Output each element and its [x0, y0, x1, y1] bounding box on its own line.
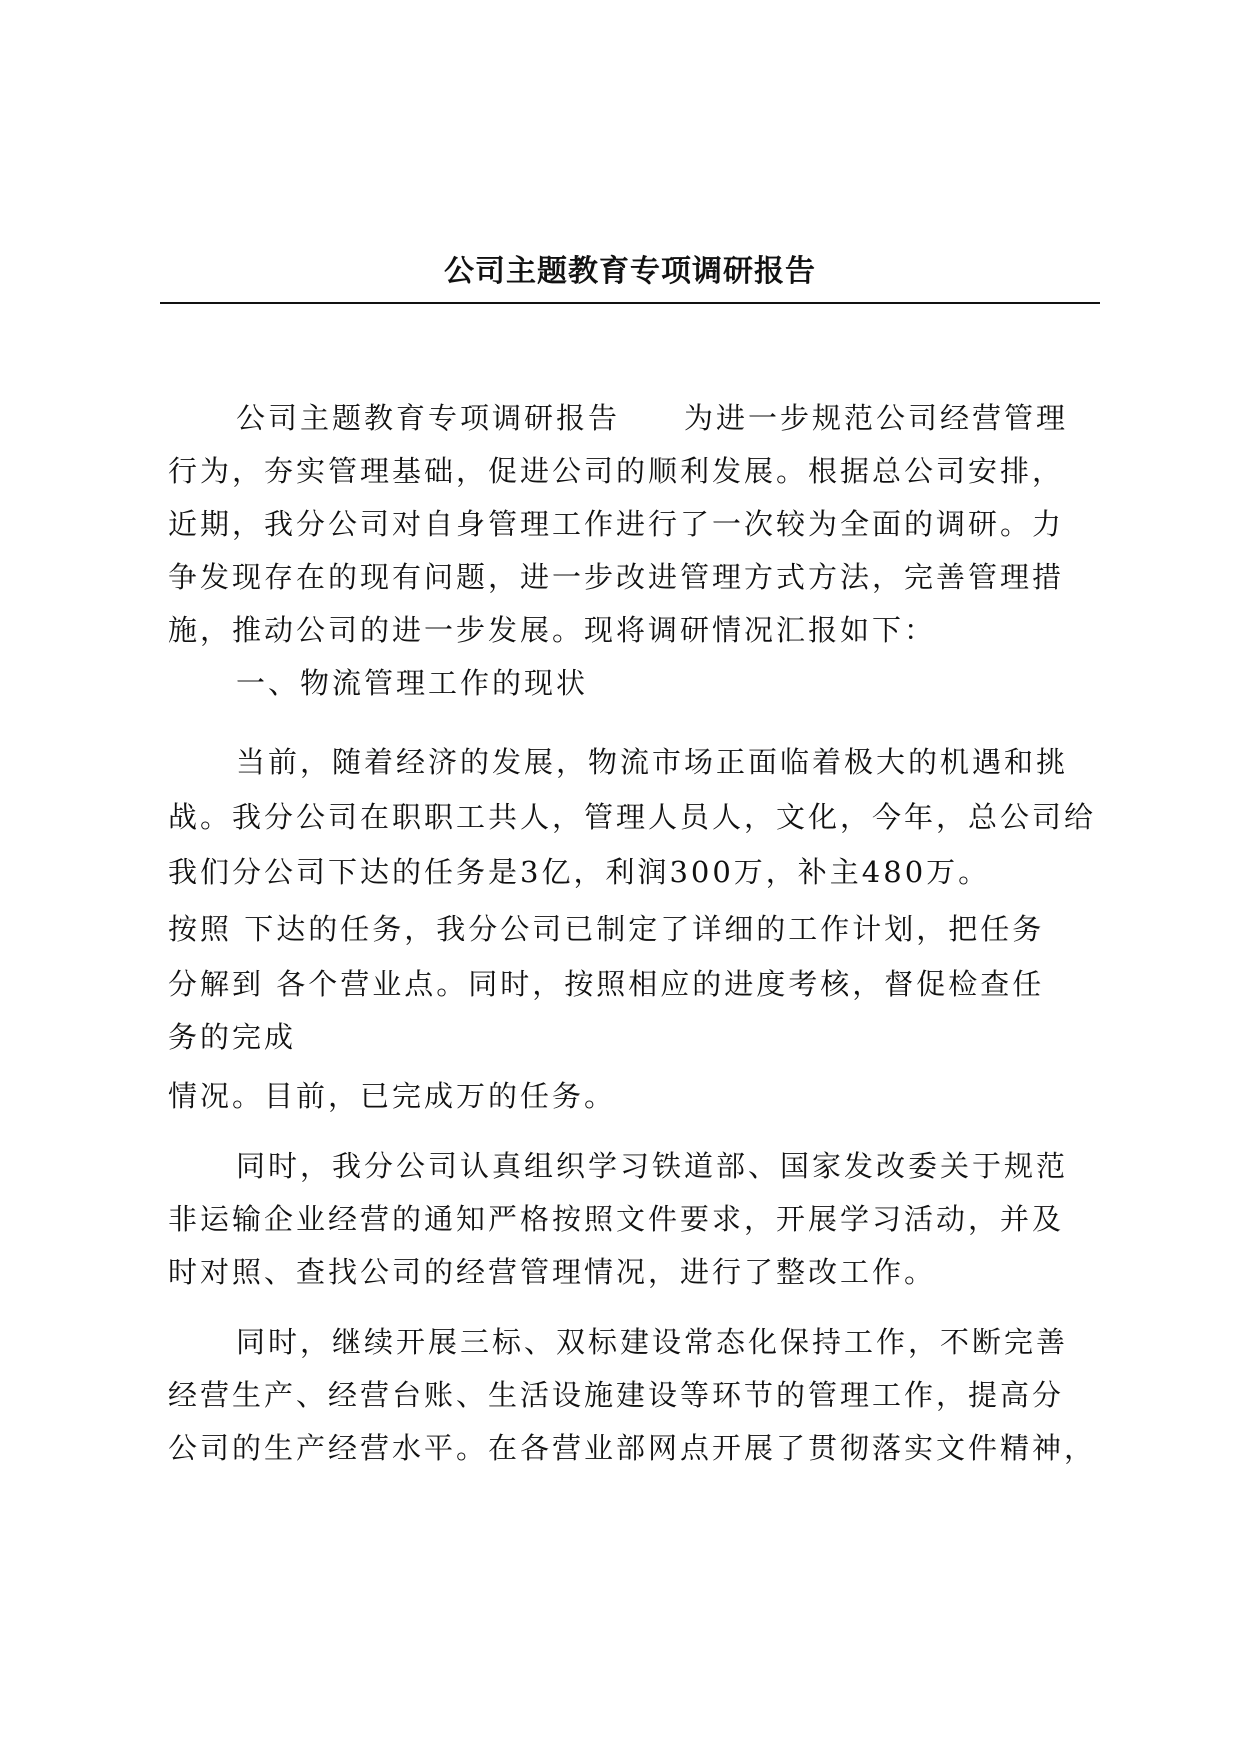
body-line: 我们分公司下达的任务是3亿，利润300万，补主480万。 [168, 855, 991, 889]
document-title: 公司主题教育专项调研报告 [444, 254, 816, 289]
body-line: 非运输企业经营的通知严格按照文件要求，开展学习活动，并及 [168, 1202, 1065, 1236]
body-line: 公司的生产经营水平。在各营业部网点开展了贯彻落实文件精神， [168, 1431, 1097, 1465]
body-line: 按照 下达的任务，我分公司已制定了详细的工作计划，把任务 [168, 912, 1045, 946]
body-line: 务的完成 [168, 1020, 297, 1054]
body-line: 当前，随着经济的发展，物流市场正面临着极大的机遇和挑 [236, 745, 1069, 779]
body-line: 情况。目前，已完成万的任务。 [168, 1079, 617, 1113]
body-line: 同时，继续开展三标、双标建设常态化保持工作，不断完善 [236, 1325, 1069, 1359]
body-line: 公司主题教育专项调研报告 为进一步规范公司经营管理 [236, 401, 1069, 435]
body-line: 经营生产、经营台账、生活设施建设等环节的管理工作，提高分 [168, 1378, 1065, 1412]
body-line: 施，推动公司的进一步发展。现将调研情况汇报如下： [168, 613, 937, 647]
body-line: 同时，我分公司认真组织学习铁道部、国家发改委关于规范 [236, 1149, 1069, 1183]
body-line: 分解到 各个营业点。同时，按照相应的进度考核，督促检查任 [168, 967, 1045, 1001]
body-line: 争发现存在的现有问题，进一步改进管理方式方法，完善管理措 [168, 560, 1065, 594]
body-line: 近期，我分公司对自身管理工作进行了一次较为全面的调研。力 [168, 507, 1065, 541]
body-line: 行为，夯实管理基础，促进公司的顺利发展。根据总公司安排， [168, 454, 1065, 488]
section-heading: 一、物流管理工作的现状 [236, 666, 589, 700]
body-line: 战。我分公司在职职工共人，管理人员人，文化，今年，总公司给 [168, 800, 1097, 834]
body-line: 时对照、查找公司的经营管理情况，进行了整改工作。 [168, 1255, 937, 1289]
